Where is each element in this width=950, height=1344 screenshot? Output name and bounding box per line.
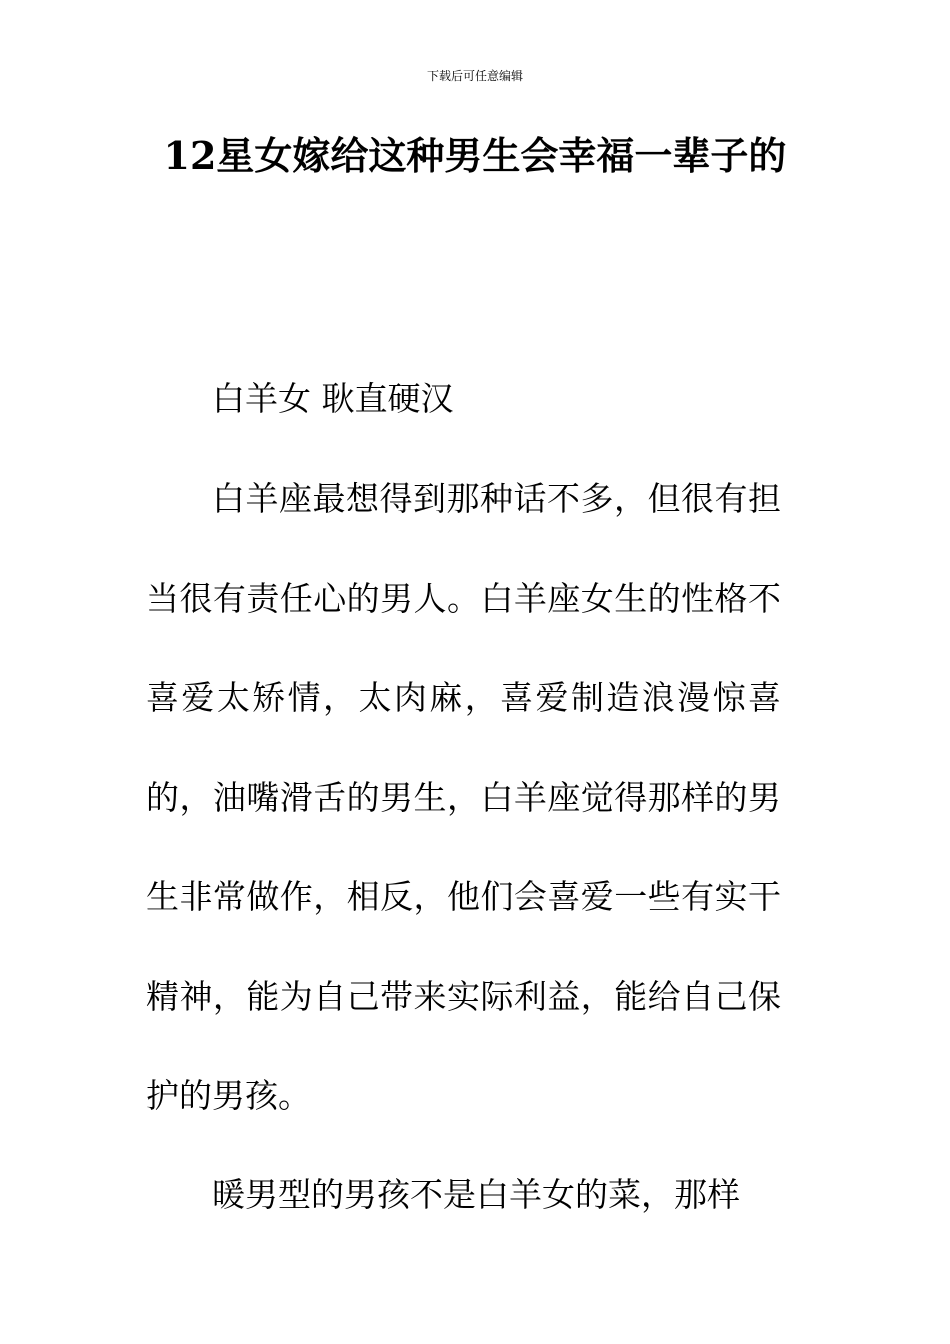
paragraph: 白羊座最想得到那种话不多，但很有担当很有责任心的男人。白羊座女生的性格不喜爱太矫情，太肉麻，喜爱制造浪漫惊喜的，油嘴滑舌的男生，白羊座觉得那样的男生非常做作，相反，他们会喜爱一些有实干精神，能为自己带来实际利益，能给自己保护的男孩。 <box>146 479 781 1115</box>
header-note: 下载后可任意编辑 <box>426 69 523 83</box>
document-title: 12星女嫁给这种男生会幸福一辈子的 <box>163 133 787 178</box>
paragraph: 暖男型的男孩不是白羊女的菜，那样 <box>212 1175 740 1214</box>
section-heading: 白羊女 耿直硬汉 <box>212 379 454 418</box>
